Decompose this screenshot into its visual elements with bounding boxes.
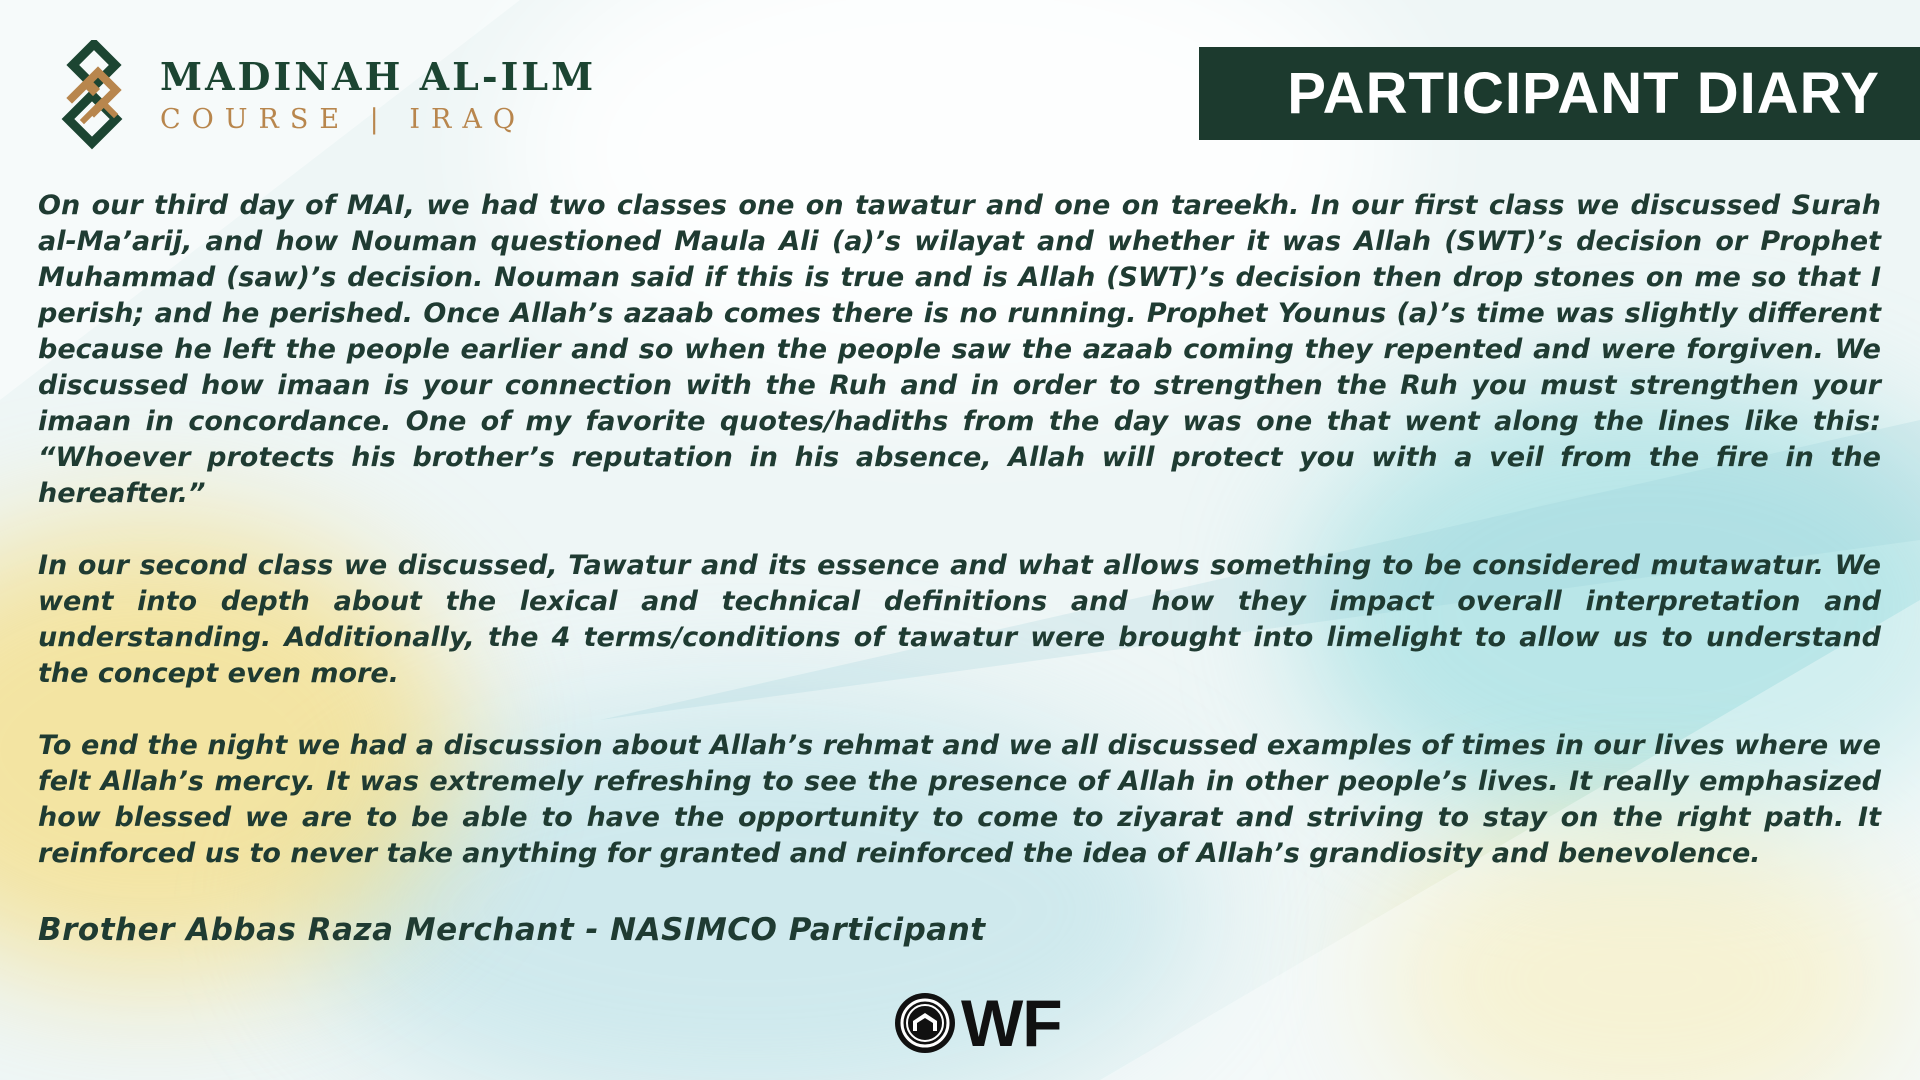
- brand-logo: [58, 40, 596, 150]
- wf-emblem-icon: [893, 991, 957, 1055]
- author-signature: Brother Abbas Raza Merchant - NASIMCO Participant: [38, 912, 986, 948]
- brand-title: MADINAH AL-ILM: [160, 53, 597, 99]
- diary-paragraph: In our second class we discussed, Tawatur and its essence and what allows something to be considered mutawatur. We went into depth about the lexical and technical definitions and how they impact overall interpretation and understanding. Additionally, the 4 terms/conditions of tawatur were brought into limelight to allow us to understand the concept even more.: [38, 550, 1881, 689]
- brand-subtitle: COURSE | IRAQ: [160, 103, 526, 135]
- footer-logo: [893, 986, 1062, 1060]
- page-title: PARTICIPANT DIARY: [1287, 61, 1880, 126]
- diary-content: [38, 188, 1881, 950]
- brand-text: [160, 53, 597, 135]
- diary-paragraph: To end the night we had a discussion about Allah’s rehmat and we all discussed examples of times in our lives where we felt Allah’s mercy. It was extremely refreshing to see the presence of Allah in other people’s lives. It really emphasized how blessed we are to be able to have the opportunity to come to ziyarat and striving to stay on the right path. It reinforced us to never take anything for granted and reinforced the idea of Allah’s grandiosity and benevolence.: [38, 730, 1881, 869]
- diary-paragraph: On our third day of MAI, we had two classes one on tawatur and one on tareekh. In our first class we discussed Surah al-Ma’arij, and how Nouman questioned Maula Ali (a)’s wilayat and whether it was Allah (SWT)’s decision or Prophet Muhammad (saw)’s decision. Nouman said if this is true and is Allah (SWT)’s decision then drop stones on me so that I perish; and he perished. Once Allah’s azaab comes there is no running. Prophet Younus (a)’s time was slightly different because he left the people earlier and so when the people saw the azaab coming they repented and were forgiven. We discussed how imaan is your connection with the Ruh and in order to strengthen the Ruh you must strengthen your imaan in concordance. One of my favorite quotes/hadiths from the day was one that went along the lines like this: “Whoever protects his brother’s reputation in his absence, Allah will protect you with a veil from the fire in the hereafter.”: [38, 190, 1881, 509]
- footer-logo-text: WF: [961, 986, 1062, 1060]
- header: [0, 0, 1920, 170]
- title-banner: [1199, 47, 1920, 140]
- madinah-al-ilm-logo-icon: [58, 40, 136, 150]
